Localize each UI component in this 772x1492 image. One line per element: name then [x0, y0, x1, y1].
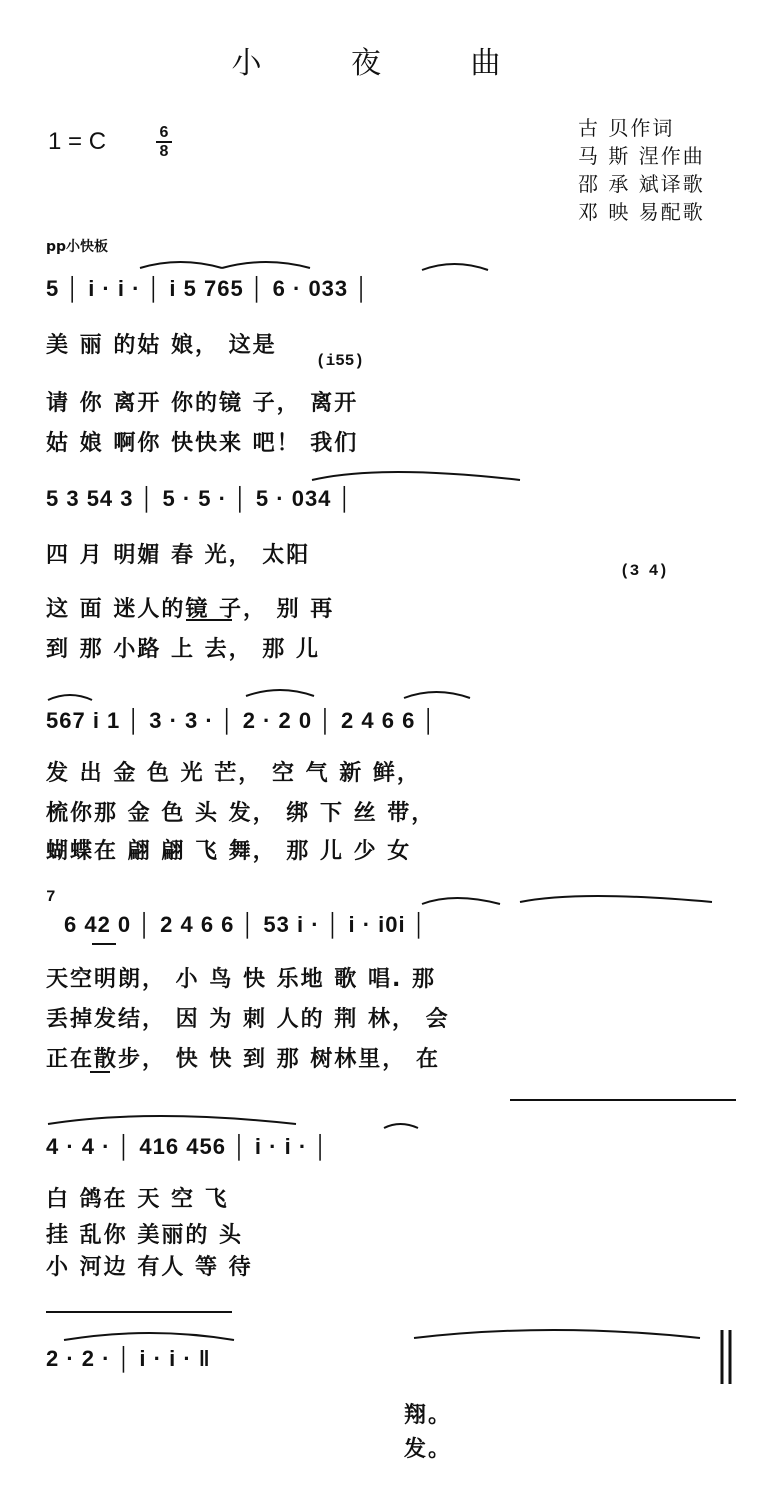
credit-translator: 邵 承 斌译歌 [578, 172, 705, 196]
slur [222, 262, 310, 268]
time-signature-numerator: 6 [156, 124, 172, 143]
notation-line-6: 2 · 2 · │ i · i · ‖ [46, 1346, 211, 1371]
slur [140, 262, 222, 268]
song-title: 小 夜 曲 [231, 46, 541, 81]
slur [422, 898, 500, 904]
lyric-line-3-3: 蝴蝶在 翩 翩 飞 舞， 那 儿 少 女 [46, 839, 412, 864]
slur [48, 1116, 296, 1124]
lyric-line-5-2: 挂 乱你 美丽的 头 [46, 1223, 243, 1248]
credit-arranger: 邓 映 易配歌 [578, 200, 705, 224]
slur [422, 264, 488, 270]
slur [48, 695, 92, 700]
lyric-line-2-1: 四 月 明媚 春 光， 太阳 [46, 543, 311, 568]
lyric-line-1-2: 请 你 离开 你的镜 子， 离开 [46, 391, 359, 416]
lyric-line-4-1: 天空明朗， 小 鸟 快 乐地 歌 唱. 那 [46, 967, 436, 992]
lyric-line-6-2: 发。 [404, 1437, 453, 1462]
lyric-line-3-1: 发 出 金 色 光 芒， 空 气 新 鲜， [46, 761, 421, 786]
lyric-line-6-1: 翔。 [404, 1403, 453, 1428]
slur [404, 692, 470, 698]
lyric-line-2-2: 这 面 迷人的镜 子， 别 再 [46, 597, 335, 622]
key-signature: 1 = C [48, 128, 107, 155]
lyric-line-5-1: 白 鸽在 天 空 飞 [46, 1187, 229, 1212]
slur [414, 1330, 700, 1338]
lyric-line-4-2: 丢掉发结， 因 为 刺 人的 荆 林， 会 [46, 1007, 450, 1032]
notation-line-4: 6 42 0 │ 2 4 6 6 │ 53 i · │ i · i0i │ [64, 912, 428, 937]
lyric-line-1-1: 美 丽 的姑 娘， 这是 [46, 333, 277, 358]
lyric-line-1-3: 姑 娘 啊你 快快来 吧！ 我们 [46, 431, 359, 456]
slur [312, 472, 520, 480]
slur [384, 1124, 418, 1128]
lyric-line-2-3: 到 那 小路 上 去， 那 儿 [46, 637, 320, 662]
notation-line-5: 4 · 4 · │ 416 456 │ i · i · │ [46, 1134, 330, 1159]
grace-annotation-1: (i55) [316, 352, 365, 370]
slur [246, 690, 314, 696]
notation-line-3: 567 i 1 │ 3 · 3 · │ 2 · 2 0 │ 2 4 6 6 │ [46, 708, 438, 733]
slur [520, 896, 712, 902]
notation-line-2: 5 3 54 3 │ 5 · 5 · │ 5 · 034 │ [46, 486, 354, 511]
grace-annotation-2: (3 4) [620, 562, 669, 580]
tempo-marking: pp小快板 [46, 239, 109, 255]
slur [64, 1333, 234, 1340]
lyric-line-5-3: 小 河边 有人 等 待 [46, 1255, 253, 1280]
lyric-line-4-3: 正在散步， 快 快 到 那 树林里， 在 [46, 1047, 440, 1072]
credit-lyricist: 古 贝作词 [578, 116, 675, 140]
grace-note-4: 7 [46, 888, 56, 906]
notation-line-1: 5 │ i · i · │ i 5 765 │ 6 · 033 │ [46, 276, 371, 301]
credit-composer: 马 斯 涅作曲 [578, 144, 705, 168]
time-signature-denominator: 8 [159, 143, 169, 160]
lyric-line-3-2: 梳你那 金 色 头 发， 绑 下 丝 带， [46, 801, 436, 826]
